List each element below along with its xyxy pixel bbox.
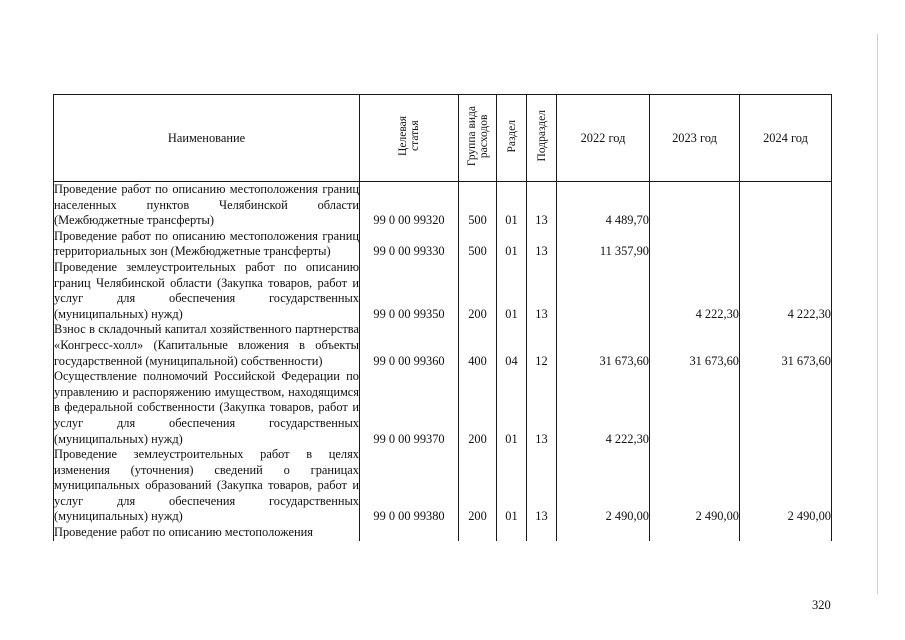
row-2023: 4 222,30: [650, 260, 740, 322]
row-2022: 4 489,70: [557, 182, 650, 229]
row-group: 200: [459, 447, 497, 525]
row-subsection: 13: [527, 369, 557, 447]
header-name: Наименование: [54, 95, 360, 182]
table-row: [54, 260, 832, 322]
row-2022: 2 490,00: [557, 447, 650, 525]
row-group: 200: [459, 260, 497, 322]
row-subsection: 13: [527, 182, 557, 229]
row-2022: 4 222,30: [557, 369, 650, 447]
row-group: 400: [459, 322, 497, 369]
table-row-partial: [54, 525, 832, 541]
row-2022: 11 357,90: [557, 229, 650, 260]
row-group: 500: [459, 229, 497, 260]
row-2024: 4 222,30: [740, 260, 832, 322]
row-2024: [740, 229, 832, 260]
row-code: 99 0 00 99350: [360, 260, 459, 322]
page-edge-line: [877, 34, 878, 594]
row-group: 200: [459, 369, 497, 447]
row-name: Проведение работ по описанию местоположения границ населенных пунктов Челябинской области (Межбюджетные трансферты): [54, 182, 359, 228]
row-section: 01: [497, 260, 527, 322]
table-row: [54, 182, 832, 229]
row-section: 01: [497, 182, 527, 229]
row-code: 99 0 00 99370: [360, 369, 459, 447]
row-subsection: 13: [527, 229, 557, 260]
row-2023: [650, 229, 740, 260]
header-2022: 2022 год: [557, 95, 650, 182]
row-2023: [650, 369, 740, 447]
table-header-row: [54, 95, 832, 182]
row-name: Осуществление полномочий Российской Федерации по управлению и распоряжению имуществом, находящимся в федеральной собственности (Закупка товаров, работ и услуг для обеспечения государственных (муниципальных) нужд): [54, 369, 359, 446]
header-target: Целевая статья: [360, 95, 459, 182]
page-number: 320: [812, 598, 831, 612]
header-2023: 2023 год: [650, 95, 740, 182]
row-subsection: 12: [527, 322, 557, 369]
row-name: Проведение землеустроительных работ в целях изменения (уточнения) сведений о границах муниципальных образований (Закупка товаров, работ и услуг для обеспечения государственных (муниципальных) нужд): [54, 447, 359, 524]
header-subsection: Подраздел: [527, 95, 557, 182]
row-code: 99 0 00 99320: [360, 182, 459, 229]
row-name: Взнос в складочный капитал хозяйственного партнерства «Конгресс-холл» (Капитальные вложения в объекты государственной (муниципальной) собственности): [54, 322, 359, 368]
row-group: 500: [459, 182, 497, 229]
header-group: Группа вида расходов: [459, 95, 497, 182]
row-section: 01: [497, 447, 527, 525]
header-2024: 2024 год: [740, 95, 832, 182]
row-name: Проведение землеустроительных работ по описанию границ Челябинской области (Закупка товаров, работ и услуг для обеспечения государственных (муниципальных) нужд): [54, 259, 359, 321]
row-subsection: 13: [527, 260, 557, 322]
row-2024: 31 673,60: [740, 322, 832, 369]
table-row: [54, 447, 832, 525]
row-2023: 31 673,60: [650, 322, 740, 369]
row-section: 04: [497, 322, 527, 369]
row-2023: [650, 182, 740, 229]
row-code: 99 0 00 99360: [360, 322, 459, 369]
table-row: [54, 369, 832, 447]
row-subsection: 13: [527, 447, 557, 525]
header-section: Раздел: [497, 95, 527, 182]
budget-table: [53, 94, 832, 541]
row-2024: [740, 182, 832, 229]
row-2023: 2 490,00: [650, 447, 740, 525]
row-section: 01: [497, 369, 527, 447]
row-name: Проведение работ по описанию местоположения: [54, 525, 360, 541]
table-row: [54, 229, 832, 260]
row-2024: [740, 369, 832, 447]
row-code: 99 0 00 99380: [360, 447, 459, 525]
row-name: Проведение работ по описанию местоположения границ территориальных зон (Межбюджетные трансферты): [54, 228, 359, 259]
row-section: 01: [497, 229, 527, 260]
row-2022: [557, 260, 650, 322]
row-2024: 2 490,00: [740, 447, 832, 525]
table-row: [54, 322, 832, 369]
row-code: 99 0 00 99330: [360, 229, 459, 260]
row-2022: 31 673,60: [557, 322, 650, 369]
